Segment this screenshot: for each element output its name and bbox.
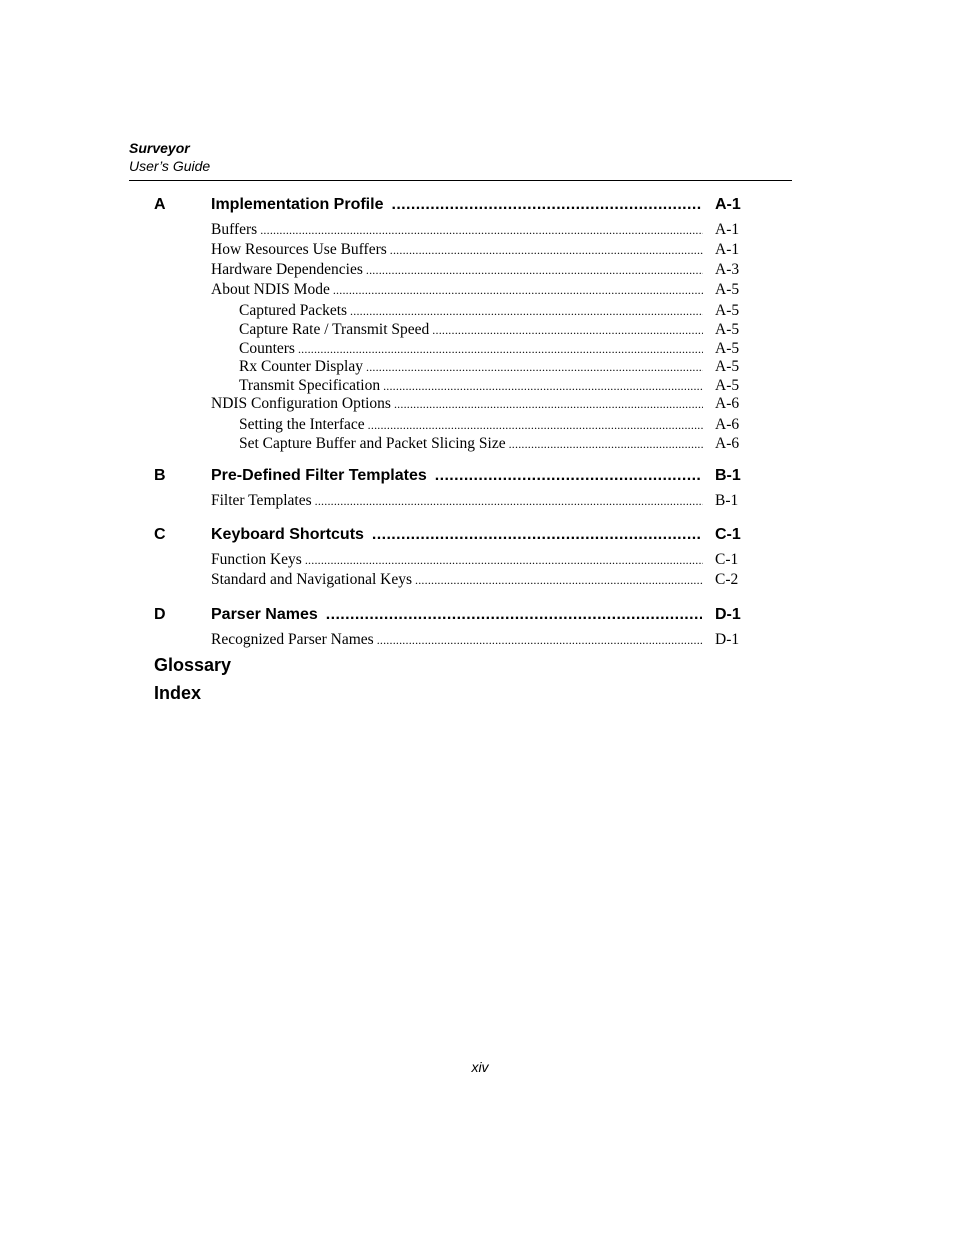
toc-page-number: A-1	[715, 196, 741, 213]
toc-entry[interactable]	[211, 220, 753, 240]
toc-page-number: D-1	[715, 606, 741, 623]
appendix-letter-b: B	[154, 467, 166, 484]
toc-page-number: A-6	[715, 395, 740, 412]
toc-page-number: A-5	[715, 377, 740, 394]
toc-page-number: A-1	[715, 221, 740, 238]
dot-leader	[415, 571, 703, 590]
toc-chapter-c[interactable]	[211, 525, 753, 545]
toc-entry-label: Transmit Specification	[239, 377, 381, 394]
toc-entry-label: Set Capture Buffer and Packet Slicing Size	[239, 435, 506, 452]
toc-entry[interactable]	[211, 570, 753, 590]
toc-entry-label: Standard and Navigational Keys	[211, 571, 413, 588]
appendix-letter-c: C	[154, 526, 166, 543]
toc-page-number: B-1	[715, 492, 739, 509]
dot-leader	[391, 195, 702, 215]
toc-entry-label: How Resources Use Buffers	[211, 241, 387, 258]
toc-entry[interactable]	[211, 260, 753, 280]
toc-chapter-title: Parser Names	[211, 606, 318, 623]
page-number: xiv	[471, 1059, 489, 1075]
dot-leader	[435, 466, 702, 486]
dot-leader	[366, 358, 703, 377]
toc-page-number: A-5	[715, 281, 740, 298]
toc-page-number: A-3	[715, 261, 740, 278]
toc-subentry[interactable]	[239, 376, 753, 396]
toc-page-number: D-1	[715, 631, 740, 648]
toc-index[interactable]: Index	[154, 683, 202, 703]
dot-leader	[260, 221, 703, 240]
appendix-letter-d: D	[154, 606, 166, 623]
document-subtitle: User’s Guide	[129, 158, 211, 174]
dot-leader	[333, 281, 703, 300]
dot-leader	[366, 261, 703, 280]
toc-page-number: A-1	[715, 241, 740, 258]
toc-entry-label: NDIS Configuration Options	[211, 395, 391, 412]
toc-subentry[interactable]	[239, 434, 753, 454]
toc-page-number: A-6	[715, 416, 740, 433]
toc-entry-label: Function Keys	[211, 551, 302, 568]
toc-chapter-title: Pre-Defined Filter Templates	[211, 467, 427, 484]
dot-leader	[390, 241, 703, 260]
toc-entry[interactable]	[211, 394, 753, 414]
dot-leader	[368, 416, 703, 435]
toc-page-number: A-5	[715, 321, 740, 338]
dot-leader	[372, 525, 702, 545]
toc-page-number: C-2	[715, 571, 739, 588]
dot-leader	[350, 302, 703, 321]
dot-leader	[394, 395, 703, 414]
toc-entry-label: Buffers	[211, 221, 258, 238]
document-title: Surveyor	[129, 140, 190, 156]
toc-subentry[interactable]	[239, 301, 753, 321]
toc-page-number: A-5	[715, 340, 740, 357]
toc-entry-label: Recognized Parser Names	[211, 631, 374, 648]
toc-page-number: A-5	[715, 302, 740, 319]
toc-chapter-b[interactable]	[211, 466, 753, 486]
toc-page-number: A-5	[715, 358, 740, 375]
toc-chapter-title: Keyboard Shortcuts	[211, 526, 364, 543]
toc-entry[interactable]	[211, 280, 753, 300]
toc-page-number: C-1	[715, 526, 741, 543]
toc-entry-label: Rx Counter Display	[239, 358, 363, 375]
toc-subentry[interactable]	[239, 339, 753, 359]
toc-chapter-d[interactable]	[211, 605, 753, 625]
toc-page-number: C-1	[715, 551, 739, 568]
toc-entry[interactable]	[211, 550, 753, 570]
dot-leader	[509, 435, 703, 454]
toc-entry-label: About NDIS Mode	[211, 281, 330, 298]
dot-leader	[377, 631, 703, 650]
dot-leader	[432, 321, 703, 340]
toc-entry-label: Counters	[239, 340, 295, 357]
toc-subentry[interactable]	[239, 415, 753, 435]
dot-leader	[326, 605, 702, 625]
toc-subentry[interactable]	[239, 357, 753, 377]
toc-entry-label: Capture Rate / Transmit Speed	[239, 321, 430, 338]
toc-entry[interactable]	[211, 240, 753, 260]
toc-chapter-title: Implementation Profile	[211, 196, 384, 213]
toc-page-number: B-1	[715, 467, 741, 484]
dot-leader	[305, 551, 703, 570]
appendix-letter-a: A	[154, 196, 166, 213]
toc-entry[interactable]	[211, 630, 753, 650]
dot-leader	[315, 492, 703, 511]
toc-entry[interactable]	[211, 491, 753, 511]
toc-entry-label: Filter Templates	[211, 492, 312, 509]
toc-glossary[interactable]: Glossary	[154, 655, 232, 675]
toc-entry-label: Setting the Interface	[239, 416, 365, 433]
toc-page-number: A-6	[715, 435, 740, 452]
toc-entry-label: Hardware Dependencies	[211, 261, 363, 278]
toc-chapter-a[interactable]	[211, 195, 753, 215]
toc-entry-label: Captured Packets	[239, 302, 348, 319]
toc-subentry[interactable]	[239, 320, 753, 340]
